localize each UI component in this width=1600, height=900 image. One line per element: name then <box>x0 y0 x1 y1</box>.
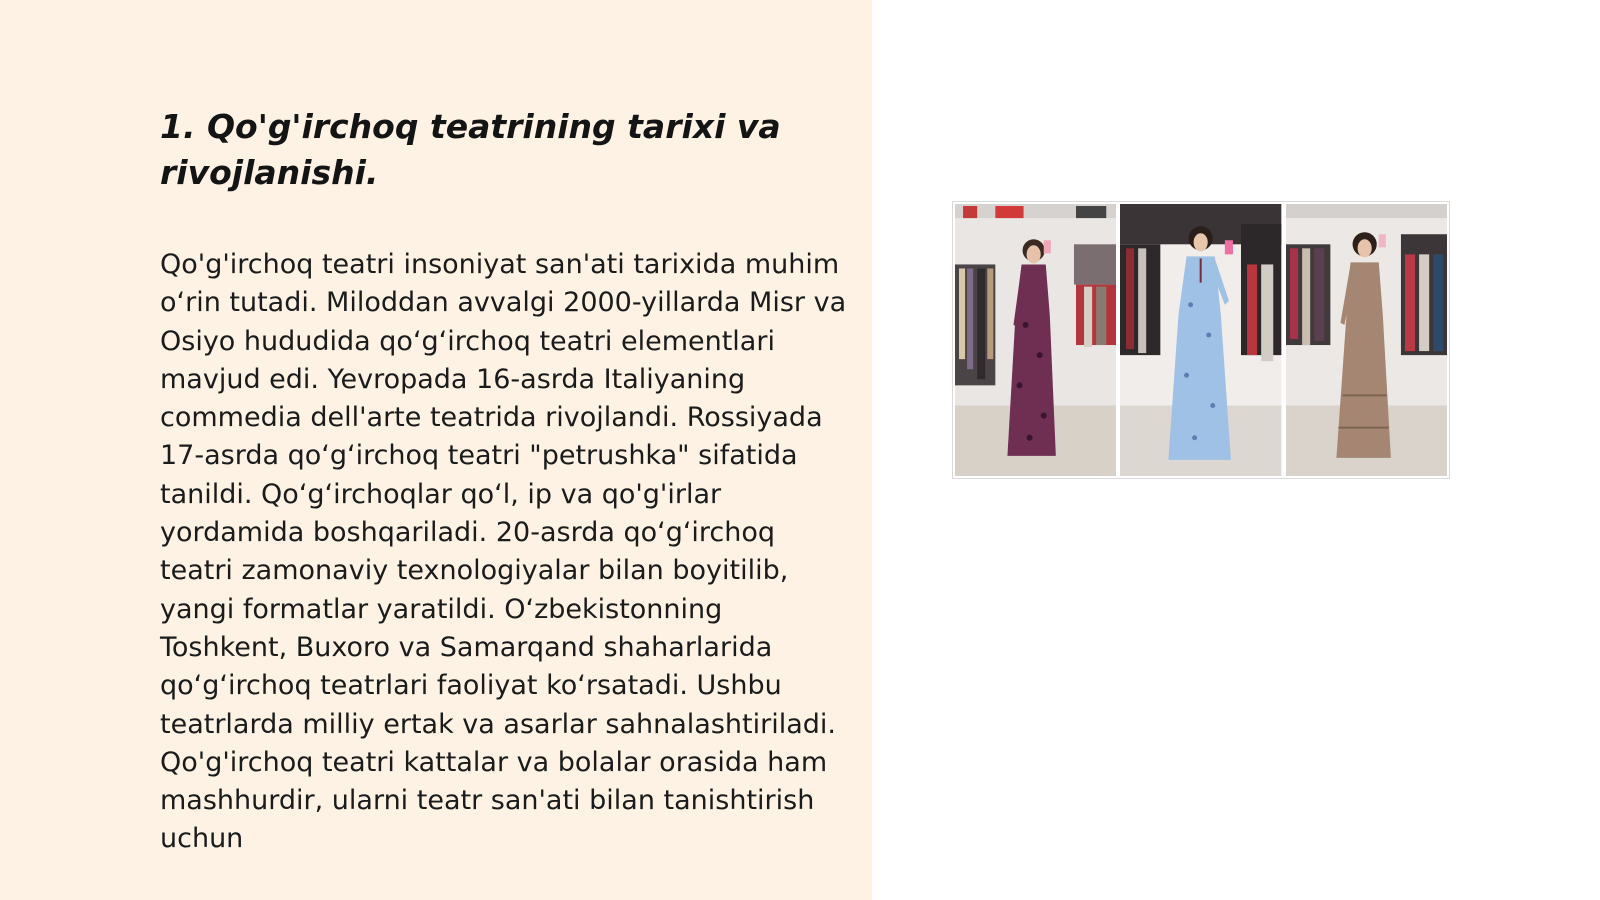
slide-title: 1. Qo'g'irchoq teatrining tarixi va rivojlanishi. <box>160 107 781 192</box>
woman-in-brown-dress-photo <box>1286 204 1447 476</box>
woman-in-purple-dress-photo <box>955 204 1116 476</box>
slide-body-text: Qo'g'irchoq teatri insoniyat san'ati tarixida muhim o‘rin tutadi. Miloddan avvalgi 2000-yillarda Misr va Osiyo hududida qo‘g‘irchoq teatri elementlari mavjud edi. Yevropada 16-asrda Italiyaning commedia dell'arte teatrida rivojlandi. Rossiyada 17-asrda qo‘g‘irchoq teatri "petrushka" sifatida tanildi. Qo‘g‘irchoqlar qo‘l, ip va qo'g'irlar yordamida boshqariladi. 20-asrda qo‘g‘irchoq teatri zamonaviy texnologiyalar bilan boyitilib, yangi formatlar yaratildi. O‘zbekistonning Toshkent, Buxoro va Samarqand shaharlarida qo‘g‘irchoq teatrlari faoliyat ko‘rsatadi. Ushbu teatrlarda milliy ertak va asarlar sahnalashtiriladi. Qo'g'irchoq teatri kattalar va bolalar orasida ham mashhurdir, ularni teatr san'ati bilan tanishtirish uchun <box>160 249 847 855</box>
photo-strip <box>952 201 1450 479</box>
woman-in-blue-dress-photo <box>1120 204 1281 476</box>
